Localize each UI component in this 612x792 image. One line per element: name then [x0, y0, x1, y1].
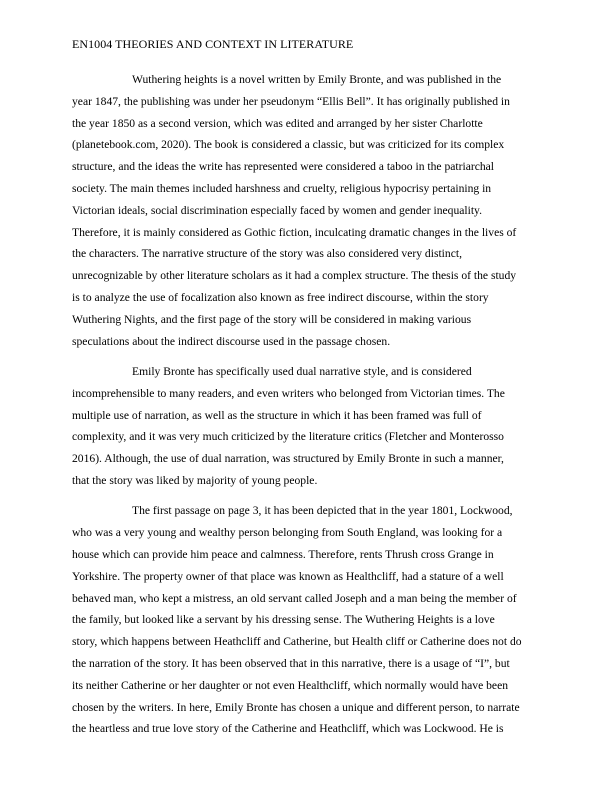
- text-line: complexity, and it was very much criticized by the literature critics (Fletcher and Monterosso: [72, 430, 504, 444]
- text-line: the year 1850 as a second version, which was edited and arranged by her sister Charlotte: [72, 116, 483, 130]
- paragraph-intro: [72, 69, 540, 352]
- essay-body: [72, 69, 540, 749]
- text-line: The first passage on page 3, it has been depicted that in the year 1801, Lockwood,: [132, 504, 513, 518]
- running-header: EN1004 THEORIES AND CONTEXT IN LITERATURE: [72, 37, 354, 51]
- text-line: multiple use of narration, as well as the structure in which it has been framed was full of: [72, 408, 482, 422]
- text-line: year 1847, the publishing was under her pseudonym “Ellis Bell”. It has originally published in: [72, 94, 510, 108]
- text-line: society. The main themes included harshness and cruelty, religious hypocrisy pertaining in: [72, 181, 492, 195]
- text-line: is to analyze the use of focalization also known as free indirect discourse, within the story: [72, 290, 489, 304]
- text-line: the family, but looked like a servant by his dressing sense. The Wuthering Heights is a love: [72, 613, 495, 627]
- paragraph-first-passage: [72, 500, 540, 740]
- text-line: story, which happens between Heathcliff and Catherine, but Health cliff or Catherine does not do: [72, 635, 522, 649]
- text-line: Victorian ideals, social discrimination especially faced by women and gender inequality.: [72, 203, 482, 217]
- text-line: Therefore, it is mainly considered as Gothic fiction, inculcating dramatic changes in the lives of: [72, 225, 517, 239]
- text-line: (planetebook.com, 2020). The book is considered a classic, but was criticized for its complex: [72, 138, 505, 152]
- text-line: house which can provide him peace and calmness. Therefore, rents Thrush cross Grange in: [72, 547, 494, 561]
- text-line: structure, and the ideas the write has represented were considered a taboo in the patriarchal: [72, 160, 495, 174]
- paragraph-dual-narrative: [72, 361, 540, 492]
- text-line: the heartless and true love story of the Catherine and Heathcliff, which was Lockwood. He is: [72, 722, 504, 736]
- text-line: Wuthering Nights, and the first page of the story will be considered in making various: [72, 312, 472, 326]
- text-line: Yorkshire. The property owner of that place was known as Healthcliff, had a stature of a well: [72, 569, 504, 583]
- text-line: speculations about the indirect discourse used in the passage chosen.: [72, 334, 391, 348]
- text-line: 2016). Although, the use of dual narration, was structured by Emily Bronte in such a manner,: [72, 452, 504, 466]
- text-line: behaved man, who kept a mistress, an old servant called Joseph and a man being the member of: [72, 591, 517, 605]
- text-line: unrecognizable by other literature scholars as it had a complex structure. The thesis of the study: [72, 269, 517, 283]
- text-line: the narration of the story. It has been observed that in this narrative, there is a usage of “I”, but: [72, 656, 510, 670]
- text-line: incomprehensible to many readers, and even writers who belonged from Victorian times. The: [72, 386, 505, 400]
- text-line: its neither Catherine or her daughter or not even Healthcliff, which normally would have been: [72, 678, 509, 692]
- text-line: Emily Bronte has specifically used dual narrative style, and is considered: [132, 364, 472, 378]
- text-line: the characters. The narrative structure of the story was also considered very distinct,: [72, 247, 462, 261]
- text-line: Wuthering heights is a novel written by Emily Bronte, and was published in the: [132, 73, 502, 86]
- text-line: chosen by the writers. In here, Emily Bronte has chosen a unique and different person, to narrate: [72, 700, 520, 714]
- text-line: who was a very young and wealthy person belonging from South England, was looking for a: [72, 526, 503, 540]
- text-line: that the story was liked by majority of young people.: [72, 473, 318, 487]
